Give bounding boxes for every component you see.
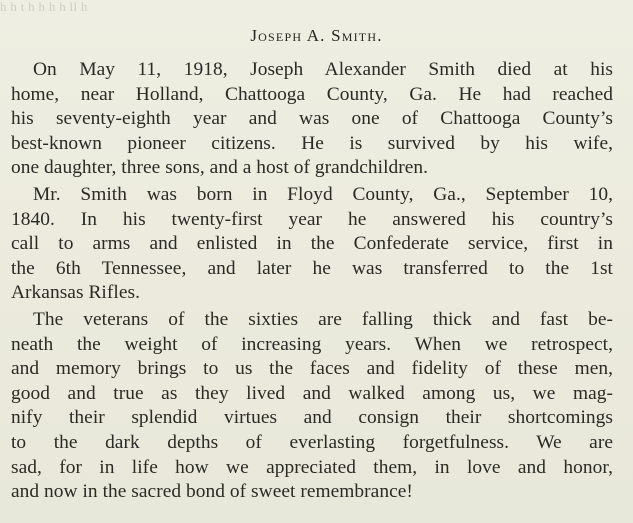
text-line: sad, for in life how we appreciated them, in love and honor,	[11, 456, 613, 478]
article-body	[11, 58, 613, 507]
text-line: one daughter, three sons, and a host of grandchildren.	[11, 157, 429, 179]
text-line: Arkansas Rifles.	[11, 282, 140, 304]
text-line: The veterans of the sixties are falling thick and fast be-	[33, 308, 613, 330]
text-line: 1840. In his twenty-first year he answered his country’s	[11, 208, 613, 230]
text-line: and memory brings to us the faces and fidelity of these men,	[11, 358, 613, 380]
text-line: and now in the sacred bond of sweet remembrance!	[11, 481, 413, 503]
text-line: home, near Holland, Chattooga County, Ga. He had reached	[11, 83, 613, 105]
text-line: Mr. Smith was born in Floyd County, Ga., September 10,	[33, 183, 613, 205]
bleed-through-text: h h t h h h h ll h	[0, 0, 88, 14]
article-title: Joseph A. Smith.	[250, 26, 383, 45]
text-line: his seventy-eighth year and was one of Chattooga County’s	[11, 108, 613, 130]
text-line: call to arms and enlisted in the Confederate service, first in	[11, 233, 613, 255]
text-line: good and true as they lived and walked among us, we mag-	[11, 382, 613, 404]
text-line: the 6th Tennessee, and later he was transferred to the 1st	[11, 257, 613, 279]
text-line: nify their splendid virtues and consign their shortcomings	[11, 407, 613, 429]
text-line: best-known pioneer citizens. He is survived by his wife,	[11, 132, 613, 154]
text-line: neath the weight of increasing years. When we retrospect,	[11, 333, 613, 355]
paragraph-1	[11, 58, 613, 181]
paragraph-3	[11, 308, 613, 505]
text-line: to the dark depths of everlasting forgetfulness. We are	[11, 431, 613, 453]
paragraph-2	[11, 183, 613, 306]
text-line: On May 11, 1918, Joseph Alexander Smith died at his	[33, 59, 613, 80]
